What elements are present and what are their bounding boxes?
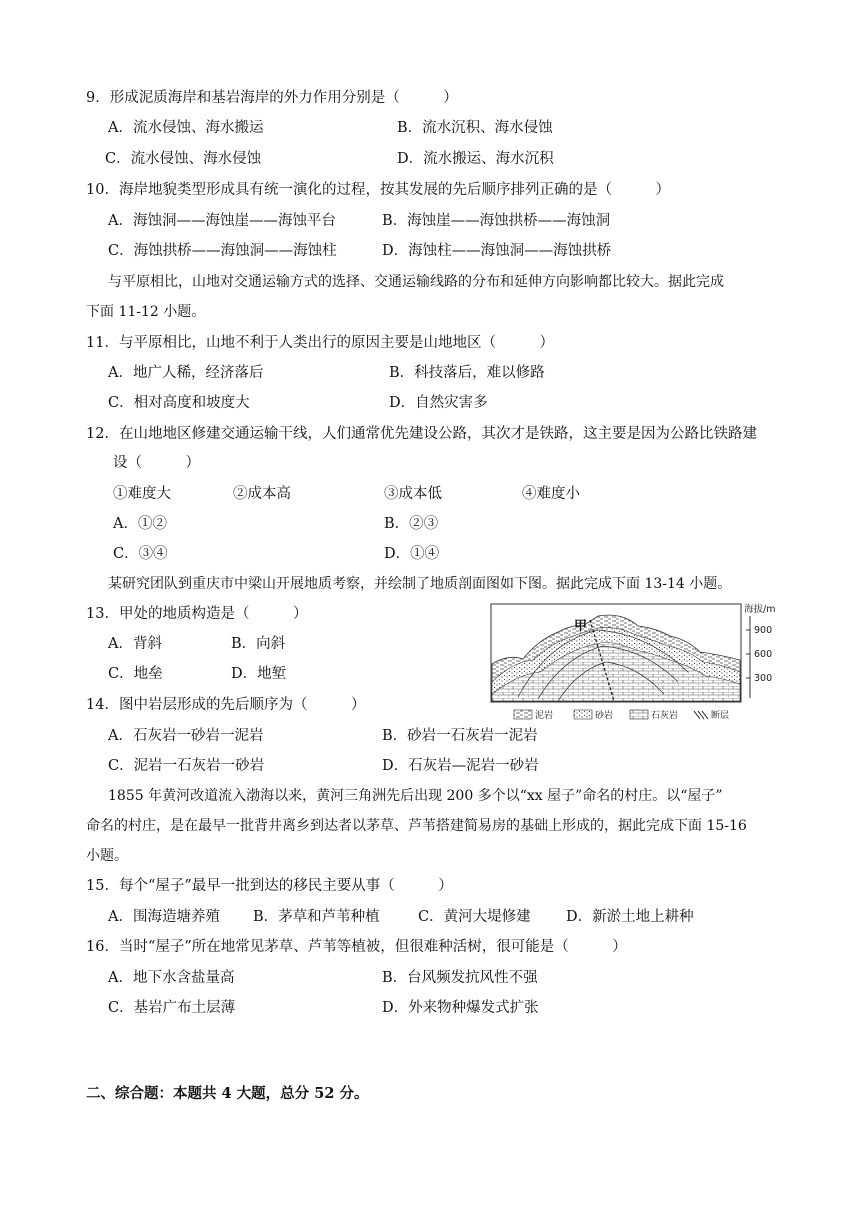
- q10-option-b: B．海蚀崖——海蚀拱桥——海蚀洞: [382, 213, 611, 229]
- legend-label-fault: 断层: [711, 711, 730, 721]
- q15-option-d: D．新淤土地上耕种: [566, 909, 694, 925]
- legend-label-mudstone: 泥岩: [535, 711, 554, 721]
- q15-stem: 15．每个“屋子”最早一批到达的移民主要从事（ ）: [86, 878, 453, 894]
- q11-option-d: D．自然灾害多: [389, 395, 488, 411]
- q9-option-c: C．流水侵蚀、海水侵蚀: [105, 151, 262, 167]
- legend-swatch-limestone: [630, 710, 648, 719]
- legend-label-limestone: 石灰岩: [651, 711, 679, 721]
- q12-statement-2: ②成本高: [233, 486, 291, 502]
- intro-15-16-line3: 小题。: [86, 848, 128, 864]
- q13-option-b: B．向斜: [231, 636, 286, 652]
- tick-label-300: 300: [754, 673, 773, 684]
- legend-swatch-mudstone: [514, 710, 532, 719]
- q16-option-d: D．外来物种爆发式扩张: [382, 1000, 539, 1016]
- intro-11-12-line2: 下面 11-12 小题。: [86, 304, 206, 320]
- q12-option-a: A．①②: [113, 516, 167, 532]
- q16-stem: 16．当时“屋子”所在地常见茅草、芦苇等植被，但很难种活树，很可能是（ ）: [86, 939, 627, 955]
- q12-option-d: D．①④: [384, 546, 440, 562]
- q11-option-c: C．相对高度和坡度大: [108, 395, 250, 411]
- q11-option-b: B．科技落后，难以修路: [389, 365, 545, 381]
- intro-11-12-line1: 与平原相比，山地对交通运输方式的选择、交通运输线路的分布和延伸方向影响都比较大。据此完成: [108, 274, 724, 290]
- q14-stem: 14．图中岩层形成的先后顺序为（ ）: [86, 697, 366, 713]
- axis-title: 海拔/m: [744, 604, 776, 615]
- q15-option-b: B．茅草和芦苇种植: [253, 909, 380, 925]
- q12-statement-1: ①难度大: [113, 486, 171, 502]
- tick-label-900: 900: [754, 625, 773, 636]
- q12-statement-4: ④难度小: [522, 486, 580, 502]
- q12-option-c: C．③④: [113, 546, 168, 562]
- q13-option-d: D．地堑: [231, 666, 287, 682]
- q10-stem: 10．海岸地貌类型形成具有统一演化的过程，按其发展的先后顺序排列正确的是（ ）: [86, 182, 670, 198]
- peak-label: 甲: [574, 619, 588, 634]
- geologic-cross-section: [488, 602, 784, 732]
- q15-option-a: A．围海造塘养殖: [108, 909, 220, 925]
- q11-option-a: A．地广人稀，经济落后: [108, 365, 264, 381]
- legend-label-sandstone: 砂岩: [595, 711, 614, 721]
- q12-option-b: B．②③: [384, 516, 439, 532]
- intro-15-16-line1: 1855 年黄河改道流入渤海以来，黄河三角洲先后出现 200 多个以“xx 屋子”命名的村庄。以“屋子”: [108, 788, 723, 804]
- q9-option-d: D．流水搬运、海水沉积: [397, 151, 554, 167]
- q9-stem: 9．形成泥质海岸和基岩海岸的外力作用分别是（ ）: [86, 90, 458, 106]
- q13-option-a: A．背斜: [108, 636, 162, 652]
- intro-15-16-line2: 命名的村庄，是在最早一批背井离乡到达者以茅草、芦苇搭建简易房的基础上形成的，据此完成下面 15-16: [86, 818, 747, 834]
- q14-option-a: A．石灰岩一砂岩一泥岩: [108, 728, 264, 744]
- intro-13-14-line1: 某研究团队到重庆市中梁山开展地质考察，并绘制了地质剖面图如下图。据此完成下面 13-14 小题。: [108, 576, 732, 592]
- q14-option-c: C．泥岩一石灰岩一砂岩: [108, 758, 265, 774]
- tick-label-600: 600: [754, 649, 773, 660]
- q13-option-c: C．地垒: [108, 666, 163, 682]
- q12-stem-line1: 12．在山地地区修建交通运输干线，人们通常优先建设公路，其次才是铁路，这主要是因为公路比铁路建: [86, 426, 757, 442]
- q10-option-c: C．海蚀拱桥——海蚀洞——海蚀柱: [108, 243, 337, 259]
- q14-option-b: B．砂岩一石灰岩一泥岩: [382, 728, 538, 744]
- q12-stem-line2: 设（ ）: [113, 455, 200, 471]
- q16-option-a: A．地下水含盐量高: [108, 970, 235, 986]
- q11-stem: 11．与平原相比，山地不利于人类出行的原因主要是山地地区（ ）: [86, 335, 554, 351]
- q9-option-a: A．流水侵蚀、海水搬运: [108, 120, 264, 136]
- legend-swatch-fault: [694, 711, 708, 719]
- q16-option-b: B．台风频发抗风性不强: [382, 970, 538, 986]
- legend-swatch-sandstone: [574, 710, 592, 719]
- figure-legend: [514, 709, 729, 721]
- q10-option-d: D．海蚀柱——海蚀洞——海蚀拱桥: [382, 243, 612, 259]
- q13-stem: 13．甲处的地质构造是（ ）: [86, 606, 308, 622]
- q14-option-d: D．石灰岩—泥岩一砂岩: [382, 758, 539, 774]
- q16-option-c: C．基岩广布土层薄: [108, 1000, 236, 1016]
- q12-statement-3: ③成本低: [384, 486, 442, 502]
- q9-option-b: B．流水沉积、海水侵蚀: [397, 120, 553, 136]
- q15-option-c: C．黄河大堤修建: [418, 909, 531, 925]
- q10-option-a: A．海蚀洞——海蚀崖——海蚀平台: [108, 213, 336, 229]
- section-2-heading: 二、综合题：本题共 4 大题，总分 52 分。: [86, 1085, 369, 1102]
